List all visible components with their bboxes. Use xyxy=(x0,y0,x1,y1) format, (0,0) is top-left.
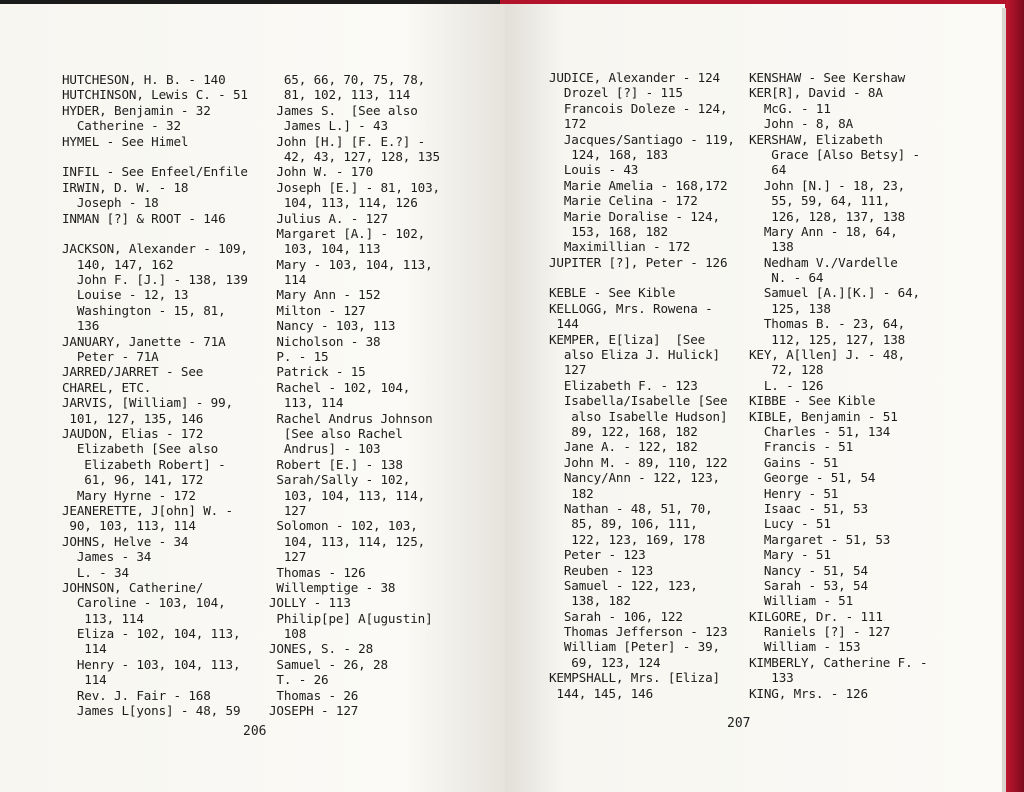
index-entry-line: Elizabeth Robert] - xyxy=(62,456,226,472)
index-entry-line: Charles - 51, 134 xyxy=(749,423,891,439)
index-entry-line: Nedham V./Vardelle xyxy=(749,254,898,270)
index-entry-line: Nancy - 103, 113 xyxy=(269,318,396,334)
index-entry-line: 90, 103, 113, 114 xyxy=(62,518,196,534)
index-entry-line: JOHNS, Helve - 34 xyxy=(62,533,189,549)
index-entry-line: John - 8, 8A xyxy=(749,116,854,132)
index-entry-line: 61, 96, 141, 172 xyxy=(62,472,204,488)
index-entry-line: Sarah/Sally - 102, xyxy=(269,472,411,488)
index-entry-line: Louis - 43 xyxy=(549,162,639,178)
index-entry-line: KIBLE, Benjamin - 51 xyxy=(749,408,898,424)
index-entry-line: 55, 59, 64, 111, xyxy=(749,193,891,209)
index-entry-line: KEMPSHALL, Mrs. [Eliza] xyxy=(549,670,720,686)
left-page-column-1 xyxy=(62,72,248,718)
index-entry-line: JARRED/JARRET - See xyxy=(62,364,204,380)
index-entry-line: James - 34 xyxy=(62,549,152,565)
index-entry-line: William - 51 xyxy=(749,593,854,609)
index-entry-line: 108 xyxy=(269,626,307,642)
index-entry-line: Willemptige - 38 xyxy=(269,579,396,595)
index-entry-line: JONES, S. - 28 xyxy=(269,641,374,657)
index-entry-line: Thomas Jefferson - 123 xyxy=(549,624,728,640)
index-entry-line xyxy=(549,270,735,285)
index-entry-line: Thomas B. - 23, 64, xyxy=(749,316,906,332)
index-entry-line: William - 153 xyxy=(749,639,861,655)
index-entry-line: 65, 66, 70, 75, 78, xyxy=(269,72,426,87)
index-entry-line: 85, 89, 106, 111, xyxy=(549,516,698,532)
index-entry-line: 138 xyxy=(749,239,794,255)
index-entry-line: CHAREL, ETC. xyxy=(62,379,152,395)
index-entry-line: L. - 34 xyxy=(62,564,129,580)
index-entry-line: Rev. J. Fair - 168 xyxy=(62,687,211,703)
right-page xyxy=(505,4,1005,792)
index-entry-line: Francis - 51 xyxy=(749,439,854,455)
index-entry-line: 104, 113, 114, 126 xyxy=(269,195,418,211)
index-entry-line: KEMPER, E[liza] [See xyxy=(549,331,706,347)
index-entry-line: 126, 128, 137, 138 xyxy=(749,208,906,224)
index-entry-line: Robert [E.] - 138 xyxy=(269,456,403,472)
index-entry-line: John F. [J.] - 138, 139 xyxy=(62,272,248,288)
index-entry-line: HYMEL - See Himel xyxy=(62,133,189,149)
index-entry-line: Marie Doralise - 124, xyxy=(549,208,720,224)
index-entry-line: HUTCHESON, H. B. - 140 xyxy=(62,72,226,87)
index-entry-line: Peter - 123 xyxy=(549,547,646,563)
index-entry-line: JOLLY - 113 xyxy=(269,595,351,611)
index-entry-line: KIBBE - See Kible xyxy=(749,393,876,409)
index-entry-line: IRWIN, D. W. - 18 xyxy=(62,179,189,195)
index-entry-line: 101, 127, 135, 146 xyxy=(62,410,204,426)
index-entry-line: 89, 122, 168, 182 xyxy=(549,423,698,439)
right-page-number: 207 xyxy=(727,716,751,731)
index-entry-line: KILGORE, Dr. - 111 xyxy=(749,608,883,624)
index-entry-line xyxy=(62,226,248,241)
index-entry-line: Samuel [A.][K.] - 64, xyxy=(749,285,920,301)
index-entry-line: 103, 104, 113, 114, xyxy=(269,487,426,503)
index-entry-line: Thomas - 126 xyxy=(269,564,366,580)
index-entry-line: 114 xyxy=(62,641,107,657)
index-entry-line: JANUARY, Janette - 71A xyxy=(62,333,226,349)
index-entry-line: 114 xyxy=(269,272,307,288)
index-entry-line: Henry - 51 xyxy=(749,485,839,501)
index-entry-line: HUTCHINSON, Lewis C. - 51 xyxy=(62,87,248,103)
index-entry-line: Margaret [A.] - 102, xyxy=(269,225,426,241)
index-entry-line: JAUDON, Elias - 172 xyxy=(62,425,204,441)
index-entry-line: JARVIS, [William] - 99, xyxy=(62,395,233,411)
index-entry-line: James S. [See also xyxy=(269,102,418,118)
index-entry-line: JUPITER [?], Peter - 126 xyxy=(549,254,728,270)
index-entry-line: 140, 147, 162 xyxy=(62,256,174,272)
index-entry-line: JOSEPH - 127 xyxy=(269,703,359,719)
index-entry-line: Sarah - 106, 122 xyxy=(549,608,683,624)
index-entry-line: 72, 128 xyxy=(749,362,824,378)
index-entry-line: KIMBERLY, Catherine F. - xyxy=(749,654,928,670)
index-entry-line: 103, 104, 113 xyxy=(269,241,381,257)
right-page-column-2 xyxy=(749,70,927,701)
index-entry-line: KEY, A[llen] J. - 48, xyxy=(749,347,906,363)
index-entry-line: Maximillian - 172 xyxy=(549,239,691,255)
index-entry-line: KENSHAW - See Kershaw xyxy=(749,70,906,85)
index-entry-line: Drozel [?] - 115 xyxy=(549,85,683,101)
index-entry-line: 127 xyxy=(549,362,587,378)
index-entry-line: Mary Ann - 152 xyxy=(269,287,381,303)
index-entry-line: George - 51, 54 xyxy=(749,470,876,486)
index-entry-line: N. - 64 xyxy=(749,270,824,286)
index-entry-line: JACKSON, Alexander - 109, xyxy=(62,241,248,257)
index-entry-line: Mary Ann - 18, 64, xyxy=(749,223,898,239)
index-entry-line: KER[R], David - 8A xyxy=(749,85,883,101)
index-entry-line: Lucy - 51 xyxy=(749,516,831,532)
index-entry-line: 81, 102, 113, 114 xyxy=(269,87,411,103)
index-entry-line: Solomon - 102, 103, xyxy=(269,518,418,534)
index-entry-line: Nancy - 51, 54 xyxy=(749,562,868,578)
index-entry-line: Washington - 15, 81, xyxy=(62,302,226,318)
right-page-column-1 xyxy=(549,70,735,701)
index-entry-line: Samuel - 122, 123, xyxy=(549,577,698,593)
index-entry-line: Isaac - 51, 53 xyxy=(749,500,868,516)
index-entry-line: John M. - 89, 110, 122 xyxy=(549,454,728,470)
index-entry-line: T. - 26 xyxy=(269,672,329,688)
index-entry-line: HYDER, Benjamin - 32 xyxy=(62,102,211,118)
index-entry-line: 69, 123, 124 xyxy=(549,654,661,670)
index-entry-line: Peter - 71A xyxy=(62,349,159,365)
index-entry-line: Andrus] - 103 xyxy=(269,441,381,457)
index-entry-line: KERSHAW, Elizabeth xyxy=(749,131,883,147)
index-entry-line: Louise - 12, 13 xyxy=(62,287,189,303)
index-entry-line: 136 xyxy=(62,318,100,334)
index-entry-line: 64 xyxy=(749,162,787,178)
index-entry-line: Mary - 103, 104, 113, xyxy=(269,256,433,272)
index-entry-line: JUDICE, Alexander - 124 xyxy=(549,70,720,85)
index-entry-line: KING, Mrs. - 126 xyxy=(749,685,868,701)
index-entry-line: JEANERETTE, J[ohn] W. - xyxy=(62,502,233,518)
index-entry-line: Margaret - 51, 53 xyxy=(749,531,891,547)
index-entry-line: Marie Amelia - 168,172 xyxy=(549,177,728,193)
index-entry-line: Catherine - 32 xyxy=(62,118,181,134)
index-entry-line: [See also Rachel xyxy=(269,425,403,441)
index-entry-line: INFIL - See Enfeel/Enfile xyxy=(62,164,248,180)
index-entry-line: Elizabeth F. - 123 xyxy=(549,377,698,393)
index-entry-line: Sarah - 53, 54 xyxy=(749,577,868,593)
index-entry-line: 112, 125, 127, 138 xyxy=(749,331,906,347)
index-entry-line: Marie Celina - 172 xyxy=(549,193,698,209)
index-entry-line: 127 xyxy=(269,549,307,565)
index-entry-line: 125, 138 xyxy=(749,300,831,316)
index-entry-line: 133 xyxy=(749,670,794,686)
index-entry-line: Rachel Andrus Johnson xyxy=(269,410,433,426)
index-entry-line: Samuel - 26, 28 xyxy=(269,656,388,672)
index-entry-line: Reuben - 123 xyxy=(549,562,654,578)
index-entry-line: Julius A. - 127 xyxy=(269,210,388,226)
index-entry-line: 114 xyxy=(62,672,107,688)
left-page-number: 206 xyxy=(243,724,267,739)
index-entry-line: Jane A. - 122, 182 xyxy=(549,439,698,455)
index-entry-line: Nathan - 48, 51, 70, xyxy=(549,500,713,516)
index-entry-line: L. - 126 xyxy=(749,377,824,393)
index-entry-line: Mary Hyrne - 172 xyxy=(62,487,196,503)
index-entry-line: KEBLE - See Kible xyxy=(549,285,676,301)
index-entry-line: Philip[pe] A[ugustin] xyxy=(269,610,433,626)
index-entry-line: 172 xyxy=(549,116,587,132)
index-entry-line: Eliza - 102, 104, 113, xyxy=(62,626,241,642)
index-entry-line: John [N.] - 18, 23, xyxy=(749,177,906,193)
index-entry-line: John W. - 170 xyxy=(269,164,374,180)
index-entry-line: Francois Doleze - 124, xyxy=(549,100,728,116)
cover-edge-right xyxy=(1006,0,1024,792)
index-entry-line: 113, 114 xyxy=(269,395,344,411)
index-entry-line: Henry - 103, 104, 113, xyxy=(62,656,241,672)
index-entry-line: Elizabeth [See also xyxy=(62,441,219,457)
index-entry-line: 113, 114 xyxy=(62,610,144,626)
index-entry-line: McG. - 11 xyxy=(749,100,831,116)
index-entry-line: James L[yons] - 48, 59 xyxy=(62,703,241,719)
index-entry-line: Rachel - 102, 104, xyxy=(269,379,411,395)
index-entry-line: 144 xyxy=(549,316,579,332)
index-entry-line: P. - 15 xyxy=(269,349,329,365)
index-entry-line xyxy=(62,149,248,164)
index-entry-line: Grace [Also Betsy] - xyxy=(749,146,920,162)
index-entry-line: 122, 123, 169, 178 xyxy=(549,531,706,547)
index-entry-line: Thomas - 26 xyxy=(269,687,359,703)
index-entry-line: James L.] - 43 xyxy=(269,118,388,134)
left-page xyxy=(0,4,505,792)
index-entry-line: Caroline - 103, 104, xyxy=(62,595,226,611)
index-entry-line: INMAN [?] & ROOT - 146 xyxy=(62,210,226,226)
index-entry-line: 124, 168, 183 xyxy=(549,146,668,162)
index-entry-line: Joseph - 18 xyxy=(62,195,159,211)
index-entry-line: Patrick - 15 xyxy=(269,364,366,380)
index-entry-line: Nancy/Ann - 122, 123, xyxy=(549,470,720,486)
index-entry-line: Milton - 127 xyxy=(269,302,366,318)
index-entry-line: 138, 182 xyxy=(549,593,631,609)
index-entry-line: KELLOGG, Mrs. Rowena - xyxy=(549,300,713,316)
index-entry-line: 153, 168, 182 xyxy=(549,223,668,239)
index-entry-line: 42, 43, 127, 128, 135 xyxy=(269,148,440,164)
index-entry-line: JOHNSON, Catherine/ xyxy=(62,579,204,595)
left-page-column-2 xyxy=(269,72,440,718)
index-entry-line: 127 xyxy=(269,502,307,518)
index-entry-line: 182 xyxy=(549,485,594,501)
index-entry-line: also Eliza J. Hulick] xyxy=(549,347,720,363)
index-entry-line: also Isabelle Hudson] xyxy=(549,408,728,424)
index-entry-line: 104, 113, 114, 125, xyxy=(269,533,426,549)
index-entry-line: Gains - 51 xyxy=(749,454,839,470)
index-entry-line: 144, 145, 146 xyxy=(549,685,654,701)
index-entry-line: Jacques/Santiago - 119, xyxy=(549,131,735,147)
index-entry-line: John [H.] [F. E.?] - xyxy=(269,133,426,149)
index-entry-line: Isabella/Isabelle [See xyxy=(549,393,728,409)
index-entry-line: William [Peter] - 39, xyxy=(549,639,720,655)
index-entry-line: Mary - 51 xyxy=(749,547,831,563)
index-entry-line: Joseph [E.] - 81, 103, xyxy=(269,179,440,195)
index-entry-line: Raniels [?] - 127 xyxy=(749,624,891,640)
index-entry-line: Nicholson - 38 xyxy=(269,333,381,349)
